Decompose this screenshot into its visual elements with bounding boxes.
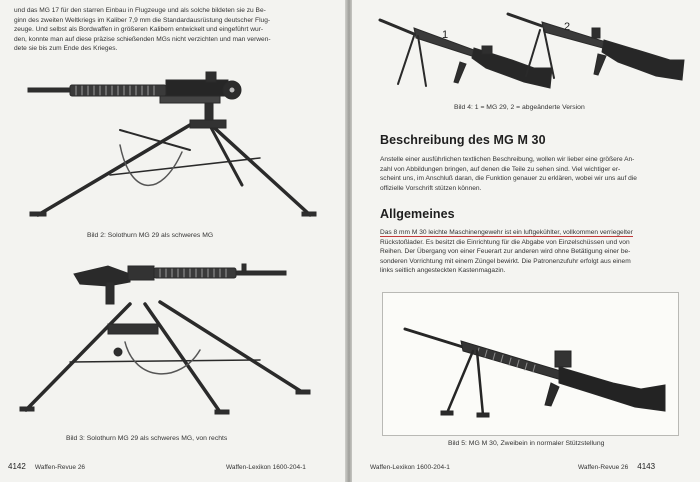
- general-paragraph: [380, 228, 694, 276]
- page-number: 4142: [8, 462, 26, 471]
- intro-paragraph: [14, 6, 334, 54]
- left-page: [0, 0, 347, 482]
- description-line: Anstelle einer ausführlichen textlichen Beschreibung, wollen wir lieber eine größere An-: [380, 156, 635, 163]
- right-footer: [578, 462, 655, 471]
- description-paragraph: [380, 155, 694, 193]
- intro-line: ginn des zweiten Weltkriegs im Kaliber 7,9 mm die Standardausrüstung deutscher Flug-: [14, 16, 271, 24]
- figure-mg29-tripod-right: [10, 252, 320, 424]
- footer-magazine: Waffen-Revue 26: [34, 464, 86, 471]
- footer-lexikon: Waffen-Lexikon 1600-204-1: [226, 464, 306, 471]
- intro-line: den, konnte man auf diese präzise schießenden MGs nicht verzichten und man verwen-: [14, 35, 271, 43]
- figure-caption: Bild 4: 1 = MG 29, 2 = abgeänderte Version: [454, 104, 585, 111]
- section-heading: Allgemeines: [380, 207, 455, 221]
- general-line: sonderen Vorrichtung mit einem Züngel bewirkt. Die Patronenzufuhr erfolgt aus einem: [380, 257, 631, 265]
- figure-caption: Bild 5: MG M 30, Zweibein in normaler Stützstellung: [448, 440, 605, 447]
- footer-lexikon: Waffen-Lexikon 1600-204-1: [370, 464, 450, 471]
- footer-magazine: Waffen-Revue 26: [578, 464, 629, 471]
- figure-mg30-bipod-frame: [382, 292, 679, 436]
- intro-line: dete sie bis zum Ende des Krieges.: [14, 45, 118, 53]
- general-line: links seitlich angesteckten Kastenmagazin.: [380, 267, 506, 275]
- figure-label: 1: [442, 29, 449, 41]
- page-number: 4143: [637, 462, 656, 471]
- intro-line: und das MG 17 für den starren Einbau in Flugzeuge und als solche bildeten sie zu Be-: [14, 7, 266, 14]
- figure-mg29-tripod: [10, 60, 320, 222]
- figure-caption: Bild 3: Solothurn MG 29 als schweres MG, von rechts: [66, 435, 228, 442]
- general-line: Reihen. Der Übergang von einer Feuerart zur anderen wird ohne Betätigung einer be-: [380, 248, 631, 256]
- general-line: Das 8 mm M 30 leichte Maschinengewehr ist ein luftgekühlter, vollkommen verriegelter: [380, 229, 633, 236]
- general-line: Rückstoßlader. Es besitzt die Einrichtung für die Abgabe von Einzelschüssen und von: [380, 238, 630, 246]
- description-line: offizielle Vorschrift stützen können.: [380, 184, 482, 192]
- figure-mg30-bipod: [383, 293, 678, 435]
- figure-two-versions: [374, 6, 694, 102]
- description-line: zahl von Abbildungen bringen, auf denen die Teile zu sehen sind. Viel wichtiger er-: [380, 165, 621, 173]
- section-heading: Beschreibung des MG M 30: [380, 133, 546, 147]
- figure-label: 2: [564, 21, 571, 33]
- figure-caption: Bild 2: Solothurn MG 29 als schweres MG: [87, 232, 214, 239]
- intro-line: zeuge. Und selbst als Bordwaffen in größeren Kalibern entwickelt und eingeführt wur-: [14, 26, 264, 34]
- description-line: scheint uns, im Anschluß daran, die Funktion genauer zu erklären, wobei wir uns auf die: [380, 175, 637, 183]
- left-footer: [8, 462, 85, 471]
